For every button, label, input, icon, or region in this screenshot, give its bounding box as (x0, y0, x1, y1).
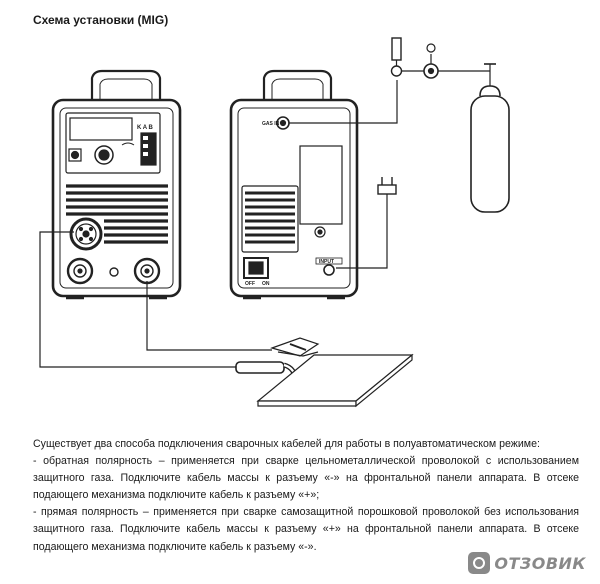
front-output-sockets (68, 259, 159, 283)
switch-off-label: OFF (245, 281, 255, 287)
otzovik-logo-icon (468, 552, 490, 574)
instruction-text (33, 436, 579, 556)
svg-text:K A B: K A B (137, 125, 153, 131)
watermark-text: ОТЗОВИК (494, 553, 586, 573)
paragraph-intro: Существует два способа подключения сварочных кабелей для работы в полуавтоматическом режиме: (33, 438, 540, 450)
page-title: Схема установки (MIG) (33, 13, 169, 27)
ground-cable (147, 281, 272, 350)
input-label: INPUT (319, 259, 334, 265)
euro-torch-connector (71, 219, 101, 249)
paragraph-direct-polarity: - прямая полярность – применяется при сварке самозащитной порошковой проволокой без использования защитного газа. Подключите кабель массы к разъему «+» на фронтальной панели аппарата. В отсеке подающего механизма подключите кабель к разъему «-». (33, 506, 579, 553)
power-plug (336, 177, 396, 268)
torch-cable (40, 232, 236, 367)
gas-cylinder (471, 86, 509, 212)
switch-on-label: ON (262, 281, 270, 287)
ground-clamp (272, 338, 318, 356)
front-vent-grille (66, 186, 168, 242)
rear-fan-grille (245, 193, 295, 242)
gas-in-label: GAS IN (262, 121, 280, 127)
rear-welder-unit (231, 71, 357, 298)
otzovik-watermark (468, 552, 586, 574)
paragraph-reverse-polarity: - обратная полярность – применяется при сварке цельнометаллической проволокой с использованием защитного газа. Подключите кабель массы к разъему «-» на фронтальной панели аппарата. В отсеке подающего механизма подключите кабель к разъему «+»; (33, 455, 579, 502)
